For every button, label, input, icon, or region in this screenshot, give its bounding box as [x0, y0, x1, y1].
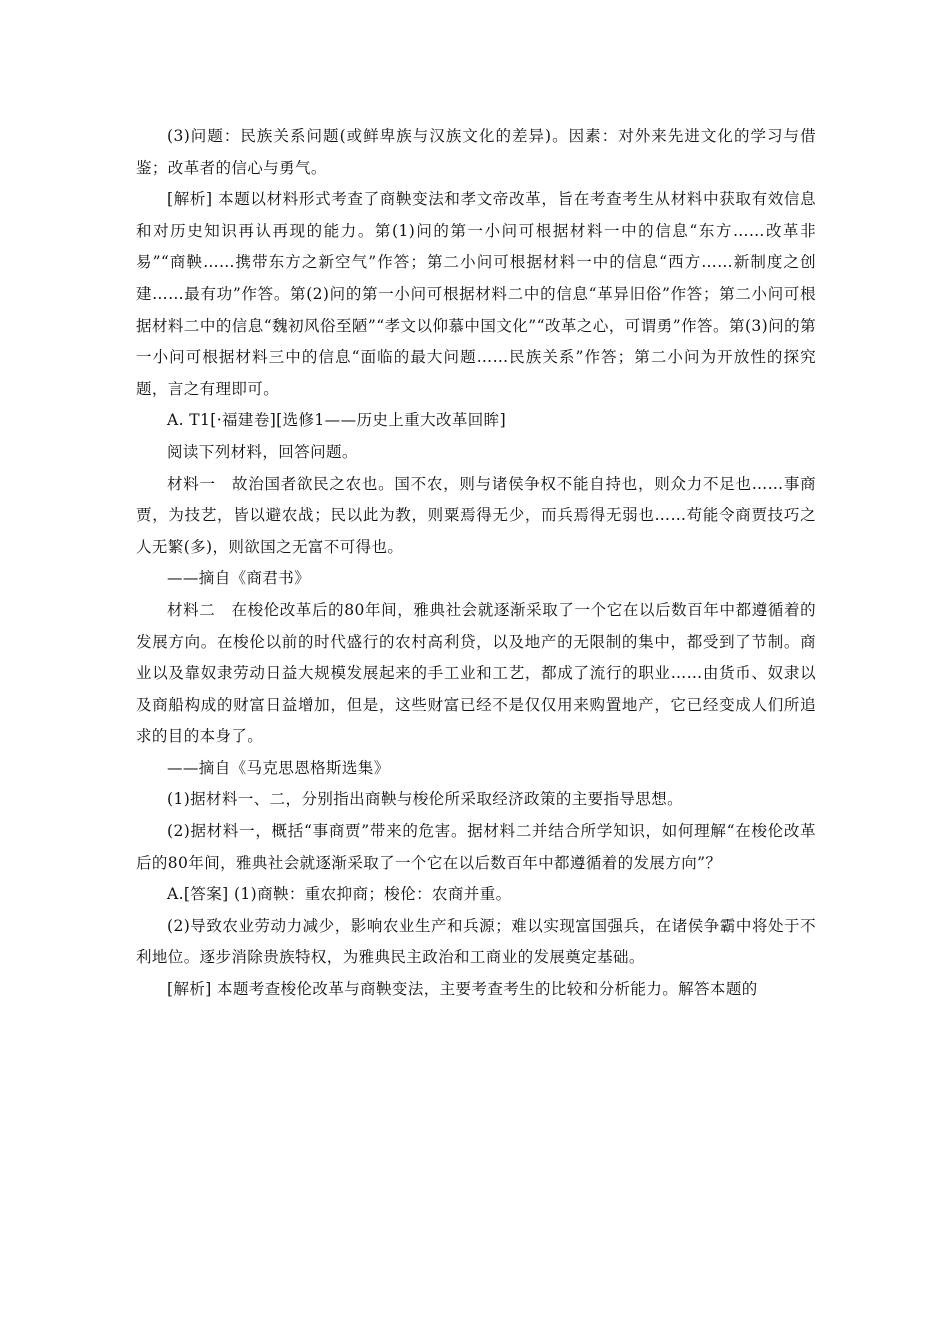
answer-part-2: (2)导致农业劳动力减少，影响农业生产和兵源；难以实现富国强兵，在诸侯争霸中将处于不利地位。逐步消除贵族特权，为雅典民主政治和工商业的发展奠定基础。 — [136, 916, 816, 967]
question-1: (1)据材料一、二，分别指出商鞅与梭伦所采取经济政策的主要指导思想。 — [167, 790, 684, 809]
instruction: 阅读下列材料，回答问题。 — [167, 442, 358, 461]
answer-part-1: A.[答案] (1)商鞅：重农抑商；梭伦：农商并重。 — [167, 885, 512, 904]
analysis-paragraph-2: [解析] 本题考查梭伦改革与商鞅变法，主要考查考生的比较和分析能力。解答本题的 — [167, 980, 758, 999]
answer-part-3: (3)问题：民族关系问题(或鲜卑族与汉族文化的差异)。因素：对外来先进文化的学习与借鉴；改革者的信心与勇气。 — [136, 127, 816, 177]
analysis-paragraph-1: [解析] 本题以材料形式考查了商鞅变法和孝文帝改革，旨在考查考生从材料中获取有效信息和对历史知识再认再现的能力。第(1)问的第一小问可根据材料一中的信息“东方……改革非易”“商鞅……携带东方之新空气”作答；第二小问可根据材料一中的信息“西方……新制度之创建……最有功”作答。第(2)问的第一小问可根据材料二中的信息“革异旧俗”作答；第二小问可根据材料二中的信息“魏初风俗至陋”“孝文以仰慕中国文化”“改革之心，可谓勇”作答。第(3)问的第一小问可根据材料三中的信息“面临的最大问题……民族关系”作答；第二小问为开放性的探究题，言之有理即可。 — [136, 190, 816, 398]
question-2: (2)据材料一，概括“事商贾”带来的危害。据材料二并结合所学知识，如何理解“在梭伦改革后的80年间，雅典社会就逐渐采取了一个它在以后数百年中都遵循着的发展方向”？ — [136, 822, 816, 872]
material-1: 材料一 故治国者欲民之农也。国不农，则与诸侯争权不能自持也，则众力不足也……事商贾，为技艺，皆以避农战；民以此为教，则粟焉得无少，而兵焉得无弱也……苟能令商贾技巧之人无繁(多)，则欲国之无富不可得也。 — [136, 474, 816, 556]
document-page — [136, 121, 816, 1006]
material-1-source: ——摘自《商君书》 — [167, 569, 311, 588]
material-2-source: ——摘自《马克思恩格斯选集》 — [167, 758, 390, 777]
material-2: 材料二 在梭伦改革后的80年间，雅典社会就逐渐采取了一个它在以后数百年中都遵循着的发展方向。在梭伦以前的时代盛行的农村高利贷，以及地产的无限制的集中，都受到了节制。商业以及靠奴隶劳动日益大规模发展起来的手工业和工艺，都成了流行的职业……由货币、奴隶以及商船构成的财富日益增加，但是，这些财富已经不是仅仅用来购置地产，它已经变成人们所追求的目的本身了。 — [136, 600, 816, 746]
question-heading: A. T1[·福建卷][选修1——历史上重大改革回眸] — [167, 411, 507, 430]
